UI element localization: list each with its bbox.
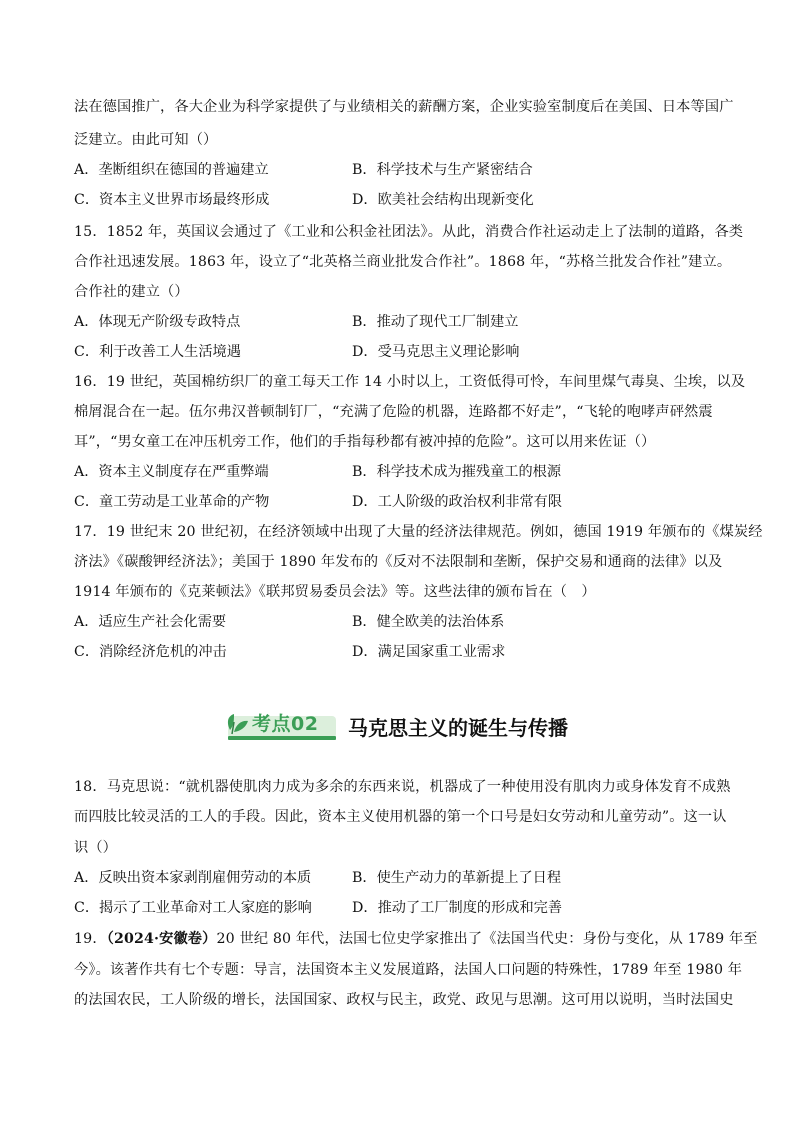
q14-option-c: C．资本主义世界市场最终形成 xyxy=(74,192,270,208)
q16-option-b: B．科学技术成为摧残童工的根源 xyxy=(352,464,562,480)
q19-line1 xyxy=(74,929,758,949)
q15-option-d: D．受马克思主义理论影响 xyxy=(352,344,520,360)
q15-option-a: A．体现无产阶级专政特点 xyxy=(74,314,241,330)
q19-line2: 今》。该著作共有七个专题：导言，法国资本主义发展道路，法国人口问题的特殊性，1789 年至 1980 年 xyxy=(74,962,743,978)
q19-number: 19． xyxy=(74,931,107,947)
q16-option-c: C．童工劳动是工业革命的产物 xyxy=(74,494,270,510)
q16-line2: 棉屑混合在一起。伍尔弗汉普顿制钉厂，“充满了危险的机器，连路都不好走”，“飞轮的咆哮声砰然震 xyxy=(74,404,713,420)
q17-option-a: A．适应生产社会化需要 xyxy=(74,614,227,630)
q18-line1: 18．马克思说：“就机器使肌肉力成为多余的东西来说，机器成了一种使用没有肌肉力或身体发育不成熟 xyxy=(74,779,731,795)
q18-option-a: A．反映出资本家剥削雇佣劳动的本质 xyxy=(74,870,312,886)
q17-option-c: C．消除经济危机的冲击 xyxy=(74,644,227,660)
q14-line2: 泛建立。由此可知（） xyxy=(74,132,218,148)
q17-line3: 1914 年颁布的《克莱顿法》《联邦贸易委员会法》等。这些法律的颁布旨在（ ） xyxy=(74,584,596,600)
q17-option-d: D．满足国家重工业需求 xyxy=(352,644,506,660)
q14-option-a: A．垄断组织在德国的普遍建立 xyxy=(74,162,269,178)
q19-source: （2024·安徽卷） xyxy=(106,931,217,947)
q16-line3: 耳”，“男女童工在冲压机旁工作，他们的手指每秒都有被冲掉的危险”。这可以用来佐证（） xyxy=(74,434,656,450)
q14-option-d: D．欧美社会结构出现新变化 xyxy=(352,192,534,208)
q14-option-b: B．科学技术与生产紧密结合 xyxy=(352,162,533,178)
q18-option-b: B．使生产动力的革新提上了日程 xyxy=(352,870,562,886)
q19-line3: 的法国农民，工人阶级的增长，法国国家、政权与民主，政党、政见与思潮。这可用以说明，当时法国史 xyxy=(74,992,734,1008)
q17-option-b: B．健全欧美的法治体系 xyxy=(352,614,505,630)
q18-option-c: C．揭示了工业革命对工人家庭的影响 xyxy=(74,900,312,916)
q15-option-b: B．推动了现代工厂制建立 xyxy=(352,314,519,330)
q15-line2: 合作社迅速发展。1863 年，设立了“北英格兰商业批发合作社”。1868 年，“苏格兰批发合作社”建立。 xyxy=(74,254,732,270)
q15-option-c: C．利于改善工人生活境遇 xyxy=(74,344,241,360)
q17-line2: 济法》《碳酸钾经济法》；美国于 1890 年发布的《反对不法限制和垄断，保护交易和通商的法律》以及 xyxy=(74,554,723,570)
q19-line1-text: 20 世纪 80 年代，法国七位史学家推出了《法国当代史：身份与变化，从 1789 年至 xyxy=(216,931,758,947)
section-title: 马克思主义的诞生与传播 xyxy=(348,716,568,740)
q16-line1: 16．19 世纪，英国棉纺织厂的童工每天工作 14 小时以上，工资低得可怜，车间里煤气毒臭、尘埃，以及 xyxy=(74,374,746,390)
q15-line3: 合作社的建立（） xyxy=(74,284,189,300)
q16-option-a: A．资本主义制度存在严重弊端 xyxy=(74,464,269,480)
q18-option-d: D．推动了工厂制度的形成和完善 xyxy=(352,900,563,916)
section-badge-label: 考点02 xyxy=(252,713,319,735)
q16-option-d: D．工人阶级的政治权利非常有限 xyxy=(352,494,563,510)
q18-line3: 识（） xyxy=(74,840,118,856)
q18-line2: 而四肢比较灵活的工人的手段。因此，资本主义使用机器的第一个口号是妇女劳动和儿童劳动”。这一认 xyxy=(74,809,727,825)
q17-line1: 17．19 世纪末 20 世纪初，在经济领域中出现了大量的经济法律规范。例如，德国 1919 年颁布的《煤炭经 xyxy=(74,524,763,540)
q14-line1: 法在德国推广，各大企业为科学家提供了与业绩相关的薪酬方案，企业实验室制度后在美国、日本等国广 xyxy=(74,99,734,115)
section-heading xyxy=(222,706,622,746)
q15-line1: 15．1852 年，英国议会通过了《工业和公积金社团法》。从此，消费合作社运动走上了法制的道路，各类 xyxy=(74,224,744,240)
